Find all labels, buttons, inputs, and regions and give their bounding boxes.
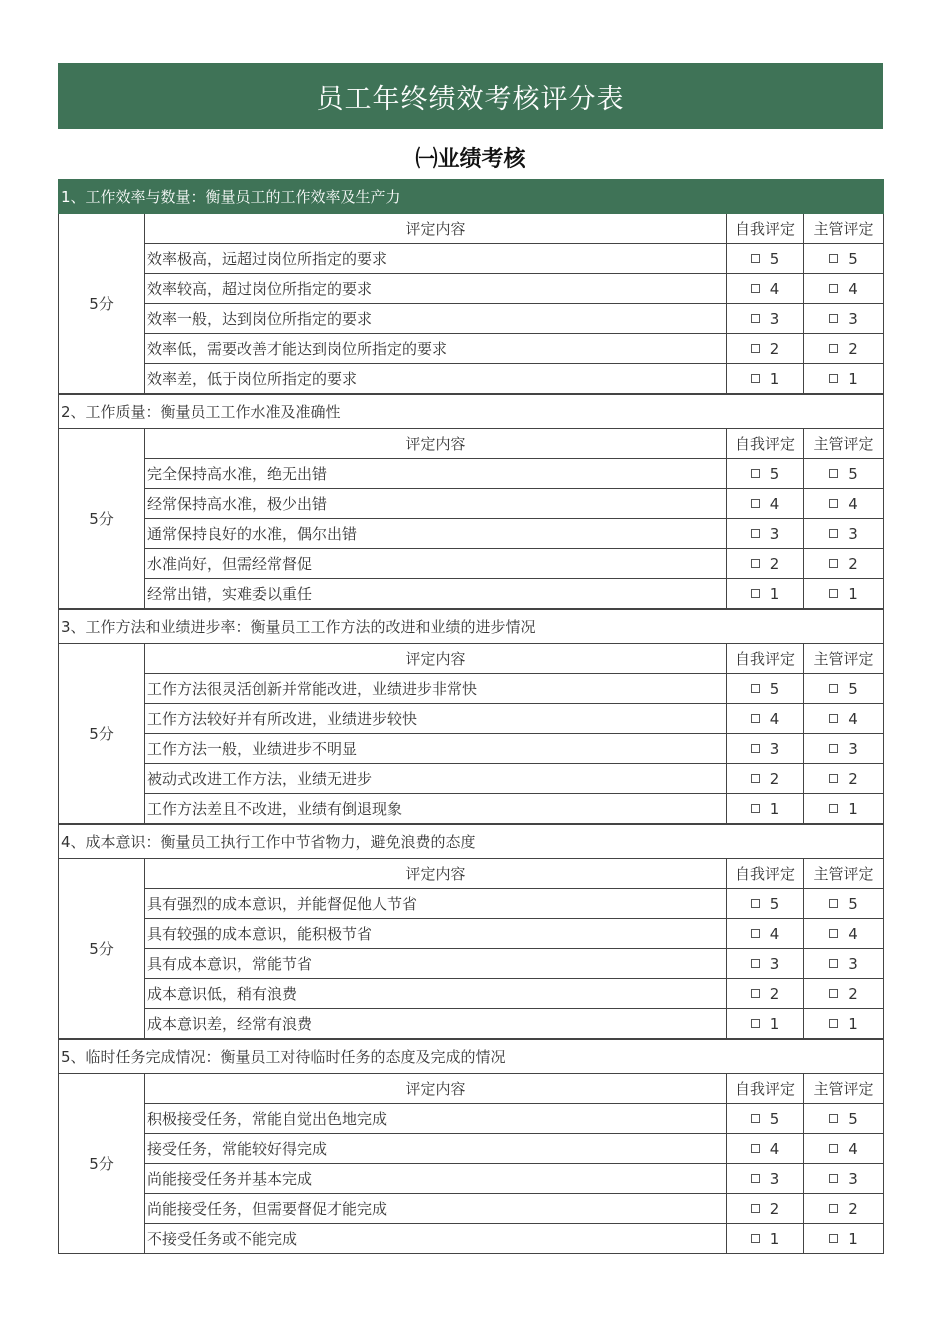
criteria-description: 工作方法一般，业绩进步不明显	[145, 734, 727, 764]
rating-value: 3	[769, 954, 780, 973]
checkbox-icon[interactable]	[751, 1174, 760, 1183]
manager-rating-option[interactable]	[804, 919, 884, 949]
column-header-manager: 主管评定	[804, 1074, 884, 1104]
criteria-description: 成本意识差，经常有浪费	[145, 1009, 727, 1039]
criteria-description: 效率差，低于岗位所指定的要求	[145, 364, 727, 394]
manager-rating-option[interactable]	[804, 364, 884, 394]
rating-value: 2	[769, 769, 780, 788]
rating-value: 1	[769, 584, 780, 603]
checkbox-icon[interactable]	[829, 899, 838, 908]
criteria-description: 水准尚好，但需经常督促	[145, 549, 727, 579]
manager-rating-option[interactable]	[804, 1009, 884, 1039]
rating-value: 2	[769, 554, 780, 573]
rating-value: 1	[769, 1229, 780, 1248]
self-rating-option[interactable]	[727, 274, 804, 304]
table-row	[59, 304, 884, 334]
manager-rating-option[interactable]	[804, 889, 884, 919]
manager-rating-option[interactable]	[804, 579, 884, 609]
checkbox-icon[interactable]	[751, 1234, 760, 1243]
checkbox-icon[interactable]	[751, 469, 760, 478]
criteria-description: 经常出错，实难委以重任	[145, 579, 727, 609]
checkbox-icon[interactable]	[751, 714, 760, 723]
checkbox-icon[interactable]	[829, 1234, 838, 1243]
rating-value: 5	[848, 679, 858, 698]
self-rating-option[interactable]	[727, 549, 804, 579]
table-row	[59, 1009, 884, 1039]
criteria-description: 尚能接受任务，但需要督促才能完成	[145, 1194, 727, 1224]
criteria-section	[58, 1039, 884, 1254]
checkbox-icon[interactable]	[751, 499, 760, 508]
rating-value: 3	[769, 524, 780, 543]
checkbox-icon[interactable]	[751, 314, 760, 323]
manager-rating-option[interactable]	[804, 734, 884, 764]
checkbox-icon[interactable]	[829, 284, 838, 293]
checkbox-icon[interactable]	[751, 589, 760, 598]
checkbox-icon[interactable]	[829, 1174, 838, 1183]
score-cell: 5分	[59, 214, 145, 394]
criteria-description: 工作方法差且不改进，业绩有倒退现象	[145, 794, 727, 824]
rating-value: 5	[769, 894, 780, 913]
rating-value: 3	[769, 309, 780, 328]
criteria-description: 完全保持高水准，绝无出错	[145, 459, 727, 489]
rating-value: 4	[769, 709, 780, 728]
table-row	[59, 979, 884, 1009]
criteria-header: 4、成本意识：衡量员工执行工作中节省物力，避免浪费的态度	[59, 825, 884, 859]
column-header-content: 评定内容	[145, 644, 727, 674]
checkbox-icon[interactable]	[829, 469, 838, 478]
self-rating-option[interactable]	[727, 889, 804, 919]
table-row	[59, 1104, 884, 1134]
checkbox-icon[interactable]	[829, 989, 838, 998]
rating-value: 3	[848, 309, 858, 328]
self-rating-option[interactable]	[727, 1164, 804, 1194]
checkbox-icon[interactable]	[751, 774, 760, 783]
checkbox-icon[interactable]	[751, 254, 760, 263]
manager-rating-option[interactable]	[804, 1104, 884, 1134]
criteria-description: 工作方法很灵活创新并常能改进，业绩进步非常快	[145, 674, 727, 704]
rating-value: 2	[848, 1199, 858, 1218]
self-rating-option[interactable]	[727, 364, 804, 394]
self-rating-option[interactable]	[727, 764, 804, 794]
score-cell: 5分	[59, 1074, 145, 1254]
table-row	[59, 1224, 884, 1254]
table-row	[59, 549, 884, 579]
rating-value: 4	[848, 924, 858, 943]
checkbox-icon[interactable]	[829, 1114, 838, 1123]
rating-value: 1	[848, 799, 858, 818]
criteria-description: 接受任务，常能较好得完成	[145, 1134, 727, 1164]
self-rating-option[interactable]	[727, 334, 804, 364]
rating-value: 3	[848, 954, 858, 973]
checkbox-icon[interactable]	[829, 344, 838, 353]
column-header-self: 自我评定	[727, 429, 804, 459]
criteria-description: 通常保持良好的水准，偶尔出错	[145, 519, 727, 549]
section-subtitle: ㈠业绩考核	[415, 146, 526, 172]
checkbox-icon[interactable]	[751, 929, 760, 938]
column-header-content: 评定内容	[145, 859, 727, 889]
criteria-description: 工作方法较好并有所改进，业绩进步较快	[145, 704, 727, 734]
manager-rating-option[interactable]	[804, 764, 884, 794]
self-rating-option[interactable]	[727, 979, 804, 1009]
criteria-section	[58, 609, 884, 824]
table-row	[59, 364, 884, 394]
self-rating-option[interactable]	[727, 734, 804, 764]
criteria-description: 尚能接受任务并基本完成	[145, 1164, 727, 1194]
manager-rating-option[interactable]	[804, 244, 884, 274]
self-rating-option[interactable]	[727, 794, 804, 824]
rating-value: 4	[848, 279, 858, 298]
criteria-header: 5、临时任务完成情况：衡量员工对待临时任务的态度及完成的情况	[59, 1040, 884, 1074]
rating-value: 4	[848, 494, 858, 513]
table-row	[59, 459, 884, 489]
checkbox-icon[interactable]	[829, 714, 838, 723]
rating-value: 5	[848, 1109, 858, 1128]
table-row	[59, 274, 884, 304]
rating-value: 5	[769, 679, 780, 698]
manager-rating-option[interactable]	[804, 1164, 884, 1194]
criteria-header: 1、工作效率与数量：衡量员工的工作效率及生产力	[59, 180, 884, 214]
rating-value: 5	[848, 464, 858, 483]
column-header-content: 评定内容	[145, 429, 727, 459]
rating-value: 2	[769, 1199, 780, 1218]
checkbox-icon[interactable]	[751, 1144, 760, 1153]
checkbox-icon[interactable]	[751, 1204, 760, 1213]
criteria-description: 具有较强的成本意识，能积极节省	[145, 919, 727, 949]
criteria-description: 积极接受任务，常能自觉出色地完成	[145, 1104, 727, 1134]
rating-value: 5	[769, 1109, 780, 1128]
self-rating-option[interactable]	[727, 579, 804, 609]
checkbox-icon[interactable]	[829, 929, 838, 938]
rating-value: 2	[848, 984, 858, 1003]
rating-value: 3	[848, 524, 858, 543]
table-row	[59, 1164, 884, 1194]
manager-rating-option[interactable]	[804, 304, 884, 334]
checkbox-icon[interactable]	[829, 1019, 838, 1028]
self-rating-option[interactable]	[727, 1224, 804, 1254]
rating-value: 4	[848, 709, 858, 728]
column-header-manager: 主管评定	[804, 429, 884, 459]
rating-value: 5	[769, 464, 780, 483]
self-rating-option[interactable]	[727, 1134, 804, 1164]
checkbox-icon[interactable]	[751, 959, 760, 968]
evaluation-sheet	[58, 179, 883, 1254]
checkbox-icon[interactable]	[829, 499, 838, 508]
table-row	[59, 334, 884, 364]
criteria-header: 3、工作方法和业绩进步率：衡量员工工作方法的改进和业绩的进步情况	[59, 610, 884, 644]
table-row	[59, 734, 884, 764]
checkbox-icon[interactable]	[829, 374, 838, 383]
checkbox-icon[interactable]	[829, 959, 838, 968]
checkbox-icon[interactable]	[829, 529, 838, 538]
table-row	[59, 919, 884, 949]
checkbox-icon[interactable]	[829, 684, 838, 693]
rating-value: 3	[848, 739, 858, 758]
table-row	[59, 244, 884, 274]
checkbox-icon[interactable]	[829, 804, 838, 813]
criteria-description: 具有强烈的成本意识，并能督促他人节省	[145, 889, 727, 919]
manager-rating-option[interactable]	[804, 1194, 884, 1224]
criteria-header: 2、工作质量：衡量员工工作水准及准确性	[59, 395, 884, 429]
manager-rating-option[interactable]	[804, 704, 884, 734]
rating-value: 2	[769, 984, 780, 1003]
criteria-description: 经常保持高水准，极少出错	[145, 489, 727, 519]
manager-rating-option[interactable]	[804, 949, 884, 979]
page-title: 员工年终绩效考核评分表	[58, 63, 883, 129]
self-rating-option[interactable]	[727, 919, 804, 949]
rating-value: 2	[848, 769, 858, 788]
criteria-description: 效率极高，远超过岗位所指定的要求	[145, 244, 727, 274]
criteria-description: 不接受任务或不能完成	[145, 1224, 727, 1254]
rating-value: 1	[769, 369, 780, 388]
checkbox-icon[interactable]	[829, 774, 838, 783]
criteria-description: 具有成本意识，常能节省	[145, 949, 727, 979]
rating-value: 4	[769, 494, 780, 513]
self-rating-option[interactable]	[727, 674, 804, 704]
column-header-self: 自我评定	[727, 644, 804, 674]
self-rating-option[interactable]	[727, 1009, 804, 1039]
rating-value: 1	[848, 1014, 858, 1033]
rating-value: 2	[769, 339, 780, 358]
column-header-content: 评定内容	[145, 1074, 727, 1104]
table-row	[59, 674, 884, 704]
criteria-description: 效率一般，达到岗位所指定的要求	[145, 304, 727, 334]
manager-rating-option[interactable]	[804, 794, 884, 824]
column-header-manager: 主管评定	[804, 859, 884, 889]
column-header-self: 自我评定	[727, 859, 804, 889]
manager-rating-option[interactable]	[804, 459, 884, 489]
manager-rating-option[interactable]	[804, 489, 884, 519]
checkbox-icon[interactable]	[751, 284, 760, 293]
checkbox-icon[interactable]	[751, 529, 760, 538]
rating-value: 4	[848, 1139, 858, 1158]
rating-value: 3	[769, 739, 780, 758]
manager-rating-option[interactable]	[804, 1134, 884, 1164]
self-rating-option[interactable]	[727, 1104, 804, 1134]
table-row	[59, 764, 884, 794]
rating-value: 1	[848, 1229, 858, 1248]
checkbox-icon[interactable]	[751, 344, 760, 353]
table-row	[59, 794, 884, 824]
checkbox-icon[interactable]	[751, 899, 760, 908]
self-rating-option[interactable]	[727, 949, 804, 979]
criteria-description: 被动式改进工作方法，业绩无进步	[145, 764, 727, 794]
manager-rating-option[interactable]	[804, 519, 884, 549]
score-cell: 5分	[59, 429, 145, 609]
column-header-content: 评定内容	[145, 214, 727, 244]
rating-value: 4	[769, 924, 780, 943]
rating-value: 3	[848, 1169, 858, 1188]
checkbox-icon[interactable]	[751, 684, 760, 693]
checkbox-icon[interactable]	[829, 589, 838, 598]
rating-value: 3	[769, 1169, 780, 1188]
checkbox-icon[interactable]	[751, 989, 760, 998]
manager-rating-option[interactable]	[804, 274, 884, 304]
self-rating-option[interactable]	[727, 304, 804, 334]
checkbox-icon[interactable]	[751, 559, 760, 568]
checkbox-icon[interactable]	[829, 1204, 838, 1213]
table-row	[59, 1134, 884, 1164]
column-header-manager: 主管评定	[804, 644, 884, 674]
manager-rating-option[interactable]	[804, 1224, 884, 1254]
checkbox-icon[interactable]	[751, 374, 760, 383]
checkbox-icon[interactable]	[829, 1144, 838, 1153]
checkbox-icon[interactable]	[829, 254, 838, 263]
self-rating-option[interactable]	[727, 1194, 804, 1224]
self-rating-option[interactable]	[727, 459, 804, 489]
rating-value: 4	[769, 1139, 780, 1158]
manager-rating-option[interactable]	[804, 334, 884, 364]
manager-rating-option[interactable]	[804, 979, 884, 1009]
self-rating-option[interactable]	[727, 519, 804, 549]
criteria-section	[58, 824, 884, 1039]
score-cell: 5分	[59, 644, 145, 824]
table-row	[59, 889, 884, 919]
column-header-manager: 主管评定	[804, 214, 884, 244]
manager-rating-option[interactable]	[804, 674, 884, 704]
rating-value: 5	[848, 894, 858, 913]
criteria-description: 效率较高，超过岗位所指定的要求	[145, 274, 727, 304]
column-header-self: 自我评定	[727, 214, 804, 244]
self-rating-option[interactable]	[727, 489, 804, 519]
checkbox-icon[interactable]	[829, 314, 838, 323]
table-row	[59, 489, 884, 519]
self-rating-option[interactable]	[727, 704, 804, 734]
table-row	[59, 1194, 884, 1224]
rating-value: 4	[769, 279, 780, 298]
criteria-description: 效率低，需要改善才能达到岗位所指定的要求	[145, 334, 727, 364]
checkbox-icon[interactable]	[751, 1114, 760, 1123]
rating-value: 1	[769, 799, 780, 818]
score-cell: 5分	[59, 859, 145, 1039]
checkbox-icon[interactable]	[829, 559, 838, 568]
table-row	[59, 519, 884, 549]
rating-value: 1	[769, 1014, 780, 1033]
table-row	[59, 579, 884, 609]
criteria-section	[58, 179, 884, 394]
criteria-description: 成本意识低，稍有浪费	[145, 979, 727, 1009]
checkbox-icon[interactable]	[751, 744, 760, 753]
rating-value: 5	[769, 249, 780, 268]
checkbox-icon[interactable]	[829, 744, 838, 753]
criteria-section	[58, 394, 884, 609]
rating-value: 2	[848, 554, 858, 573]
checkbox-icon[interactable]	[751, 1019, 760, 1028]
rating-value: 2	[848, 339, 858, 358]
rating-value: 5	[848, 249, 858, 268]
rating-value: 1	[848, 584, 858, 603]
checkbox-icon[interactable]	[751, 804, 760, 813]
self-rating-option[interactable]	[727, 244, 804, 274]
column-header-self: 自我评定	[727, 1074, 804, 1104]
table-row	[59, 704, 884, 734]
table-row	[59, 949, 884, 979]
rating-value: 1	[848, 369, 858, 388]
manager-rating-option[interactable]	[804, 549, 884, 579]
